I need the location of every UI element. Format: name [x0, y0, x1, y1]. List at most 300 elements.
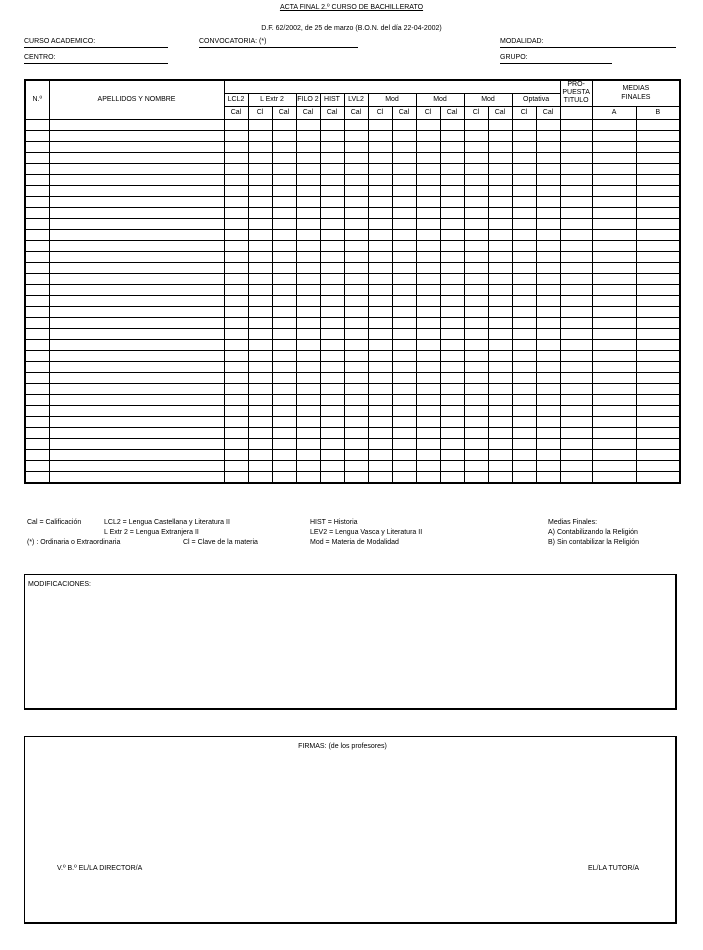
grade-cell[interactable] [344, 295, 368, 306]
row-number-cell[interactable] [25, 328, 49, 339]
grade-cell[interactable] [536, 306, 560, 317]
grade-cell[interactable] [224, 317, 248, 328]
grade-cell[interactable] [440, 317, 464, 328]
grade-cell[interactable] [464, 152, 488, 163]
grade-cell[interactable] [560, 240, 592, 251]
student-name-cell[interactable] [49, 339, 224, 350]
grade-cell[interactable] [224, 196, 248, 207]
grade-cell[interactable] [248, 284, 272, 295]
grade-cell[interactable] [272, 383, 296, 394]
grade-cell[interactable] [416, 163, 440, 174]
grade-cell[interactable] [224, 262, 248, 273]
grade-cell[interactable] [224, 449, 248, 460]
student-name-cell[interactable] [49, 350, 224, 361]
grade-cell[interactable] [224, 427, 248, 438]
grade-cell[interactable] [536, 350, 560, 361]
row-number-cell[interactable] [25, 394, 49, 405]
grade-cell[interactable] [344, 339, 368, 350]
grade-cell[interactable] [320, 438, 344, 449]
grade-cell[interactable] [440, 207, 464, 218]
grade-cell[interactable] [320, 383, 344, 394]
grade-cell[interactable] [560, 218, 592, 229]
grade-cell[interactable] [416, 284, 440, 295]
grade-cell[interactable] [296, 317, 320, 328]
grade-cell[interactable] [320, 251, 344, 262]
grade-cell[interactable] [464, 273, 488, 284]
grade-cell[interactable] [440, 273, 464, 284]
grade-cell[interactable] [320, 471, 344, 483]
grade-cell[interactable] [592, 405, 636, 416]
grade-cell[interactable] [392, 229, 416, 240]
grade-cell[interactable] [272, 471, 296, 483]
grade-cell[interactable] [560, 273, 592, 284]
grade-cell[interactable] [592, 152, 636, 163]
grade-cell[interactable] [368, 229, 392, 240]
student-name-cell[interactable] [49, 229, 224, 240]
grade-cell[interactable] [464, 207, 488, 218]
row-number-cell[interactable] [25, 273, 49, 284]
grade-cell[interactable] [592, 196, 636, 207]
grade-cell[interactable] [512, 163, 536, 174]
grade-cell[interactable] [440, 152, 464, 163]
student-name-cell[interactable] [49, 152, 224, 163]
grade-cell[interactable] [560, 251, 592, 262]
grade-cell[interactable] [248, 405, 272, 416]
grade-cell[interactable] [560, 361, 592, 372]
modificaciones-box[interactable] [24, 574, 677, 710]
student-name-cell[interactable] [49, 163, 224, 174]
grade-cell[interactable] [592, 372, 636, 383]
grade-cell[interactable] [636, 229, 680, 240]
grade-cell[interactable] [512, 273, 536, 284]
grade-cell[interactable] [512, 284, 536, 295]
grade-cell[interactable] [296, 196, 320, 207]
grade-cell[interactable] [536, 383, 560, 394]
grade-cell[interactable] [320, 141, 344, 152]
grade-cell[interactable] [636, 361, 680, 372]
grade-cell[interactable] [512, 174, 536, 185]
grade-cell[interactable] [272, 185, 296, 196]
grade-cell[interactable] [440, 449, 464, 460]
grade-cell[interactable] [592, 438, 636, 449]
grade-cell[interactable] [636, 328, 680, 339]
grade-cell[interactable] [488, 416, 512, 427]
grade-cell[interactable] [592, 130, 636, 141]
grade-cell[interactable] [368, 218, 392, 229]
grade-cell[interactable] [368, 273, 392, 284]
grade-cell[interactable] [636, 306, 680, 317]
grade-cell[interactable] [416, 262, 440, 273]
grade-cell[interactable] [416, 427, 440, 438]
grade-cell[interactable] [636, 240, 680, 251]
grade-cell[interactable] [344, 405, 368, 416]
row-number-cell[interactable] [25, 207, 49, 218]
grade-cell[interactable] [272, 152, 296, 163]
grade-cell[interactable] [248, 328, 272, 339]
grade-cell[interactable] [320, 284, 344, 295]
grade-cell[interactable] [592, 471, 636, 483]
grade-cell[interactable] [368, 416, 392, 427]
grade-cell[interactable] [488, 460, 512, 471]
row-number-cell[interactable] [25, 416, 49, 427]
grade-cell[interactable] [592, 306, 636, 317]
grade-cell[interactable] [440, 328, 464, 339]
grade-cell[interactable] [248, 361, 272, 372]
grade-cell[interactable] [488, 152, 512, 163]
grade-cell[interactable] [464, 251, 488, 262]
grade-cell[interactable] [512, 262, 536, 273]
grade-cell[interactable] [464, 350, 488, 361]
grade-cell[interactable] [320, 427, 344, 438]
row-number-cell[interactable] [25, 196, 49, 207]
grade-cell[interactable] [272, 449, 296, 460]
grade-cell[interactable] [636, 207, 680, 218]
grade-cell[interactable] [416, 196, 440, 207]
grade-cell[interactable] [392, 262, 416, 273]
grade-cell[interactable] [488, 185, 512, 196]
grade-cell[interactable] [224, 163, 248, 174]
grade-cell[interactable] [224, 130, 248, 141]
student-name-cell[interactable] [49, 119, 224, 130]
grade-cell[interactable] [272, 339, 296, 350]
grade-cell[interactable] [224, 295, 248, 306]
grade-cell[interactable] [272, 372, 296, 383]
grade-cell[interactable] [440, 383, 464, 394]
grade-cell[interactable] [368, 207, 392, 218]
grade-cell[interactable] [440, 394, 464, 405]
curso-academico-field[interactable] [24, 38, 168, 48]
grade-cell[interactable] [636, 460, 680, 471]
grade-cell[interactable] [416, 471, 440, 483]
grade-cell[interactable] [248, 427, 272, 438]
grade-cell[interactable] [488, 196, 512, 207]
grade-cell[interactable] [416, 405, 440, 416]
student-name-cell[interactable] [49, 295, 224, 306]
grade-cell[interactable] [224, 185, 248, 196]
grade-cell[interactable] [296, 372, 320, 383]
grade-cell[interactable] [320, 218, 344, 229]
grade-cell[interactable] [224, 328, 248, 339]
row-number-cell[interactable] [25, 427, 49, 438]
grade-cell[interactable] [592, 350, 636, 361]
grade-cell[interactable] [272, 207, 296, 218]
grade-cell[interactable] [464, 372, 488, 383]
grade-cell[interactable] [536, 240, 560, 251]
grade-cell[interactable] [536, 130, 560, 141]
grade-cell[interactable] [296, 251, 320, 262]
grade-cell[interactable] [464, 328, 488, 339]
grade-cell[interactable] [296, 449, 320, 460]
grade-cell[interactable] [344, 130, 368, 141]
grade-cell[interactable] [368, 394, 392, 405]
grade-cell[interactable] [320, 130, 344, 141]
student-name-cell[interactable] [49, 471, 224, 483]
grade-cell[interactable] [248, 207, 272, 218]
grade-cell[interactable] [512, 251, 536, 262]
grade-cell[interactable] [392, 405, 416, 416]
grade-cell[interactable] [392, 174, 416, 185]
row-number-cell[interactable] [25, 185, 49, 196]
row-number-cell[interactable] [25, 262, 49, 273]
grade-cell[interactable] [636, 251, 680, 262]
grade-cell[interactable] [368, 141, 392, 152]
grade-cell[interactable] [368, 317, 392, 328]
grade-cell[interactable] [536, 196, 560, 207]
grade-cell[interactable] [536, 361, 560, 372]
grade-cell[interactable] [560, 185, 592, 196]
grade-cell[interactable] [392, 152, 416, 163]
grade-cell[interactable] [272, 416, 296, 427]
grade-cell[interactable] [440, 185, 464, 196]
grade-cell[interactable] [392, 284, 416, 295]
grade-cell[interactable] [536, 427, 560, 438]
grade-cell[interactable] [248, 251, 272, 262]
grade-cell[interactable] [416, 185, 440, 196]
grade-cell[interactable] [320, 405, 344, 416]
grade-cell[interactable] [536, 163, 560, 174]
row-number-cell[interactable] [25, 361, 49, 372]
grade-cell[interactable] [368, 361, 392, 372]
grade-cell[interactable] [488, 251, 512, 262]
grade-cell[interactable] [536, 372, 560, 383]
grade-cell[interactable] [592, 262, 636, 273]
row-number-cell[interactable] [25, 339, 49, 350]
grade-cell[interactable] [592, 141, 636, 152]
grade-cell[interactable] [560, 449, 592, 460]
grade-cell[interactable] [272, 196, 296, 207]
grade-cell[interactable] [636, 317, 680, 328]
grade-cell[interactable] [296, 229, 320, 240]
grade-cell[interactable] [320, 185, 344, 196]
grade-cell[interactable] [248, 372, 272, 383]
grade-cell[interactable] [344, 262, 368, 273]
grade-cell[interactable] [296, 185, 320, 196]
grade-cell[interactable] [392, 372, 416, 383]
grade-cell[interactable] [560, 383, 592, 394]
grade-cell[interactable] [344, 163, 368, 174]
grade-cell[interactable] [440, 438, 464, 449]
grade-cell[interactable] [248, 218, 272, 229]
grade-cell[interactable] [320, 460, 344, 471]
grade-cell[interactable] [368, 383, 392, 394]
grade-cell[interactable] [296, 471, 320, 483]
grade-cell[interactable] [272, 427, 296, 438]
grade-cell[interactable] [368, 372, 392, 383]
grade-cell[interactable] [464, 119, 488, 130]
grade-cell[interactable] [392, 350, 416, 361]
grade-cell[interactable] [296, 427, 320, 438]
grade-cell[interactable] [464, 460, 488, 471]
grade-cell[interactable] [512, 405, 536, 416]
grade-cell[interactable] [592, 460, 636, 471]
grade-cell[interactable] [296, 273, 320, 284]
grade-cell[interactable] [464, 130, 488, 141]
grade-cell[interactable] [320, 339, 344, 350]
grade-cell[interactable] [296, 328, 320, 339]
grade-cell[interactable] [636, 405, 680, 416]
grade-cell[interactable] [592, 295, 636, 306]
student-name-cell[interactable] [49, 394, 224, 405]
grade-cell[interactable] [320, 372, 344, 383]
grade-cell[interactable] [320, 295, 344, 306]
convocatoria-field[interactable] [199, 38, 358, 48]
grade-cell[interactable] [440, 251, 464, 262]
student-name-cell[interactable] [49, 207, 224, 218]
grade-cell[interactable] [272, 141, 296, 152]
grade-cell[interactable] [296, 152, 320, 163]
grade-cell[interactable] [536, 207, 560, 218]
grade-cell[interactable] [248, 141, 272, 152]
grade-cell[interactable] [416, 295, 440, 306]
grade-cell[interactable] [560, 295, 592, 306]
grade-cell[interactable] [344, 284, 368, 295]
grade-cell[interactable] [636, 163, 680, 174]
grade-cell[interactable] [272, 240, 296, 251]
grade-cell[interactable] [272, 119, 296, 130]
grade-cell[interactable] [224, 394, 248, 405]
grade-cell[interactable] [320, 350, 344, 361]
grade-cell[interactable] [272, 218, 296, 229]
grade-cell[interactable] [296, 339, 320, 350]
grade-cell[interactable] [560, 119, 592, 130]
grade-cell[interactable] [636, 284, 680, 295]
grade-cell[interactable] [344, 317, 368, 328]
grade-cell[interactable] [488, 361, 512, 372]
grade-cell[interactable] [464, 449, 488, 460]
grade-cell[interactable] [296, 119, 320, 130]
grade-cell[interactable] [512, 394, 536, 405]
row-number-cell[interactable] [25, 251, 49, 262]
grade-cell[interactable] [536, 262, 560, 273]
grade-cell[interactable] [440, 427, 464, 438]
grade-cell[interactable] [440, 295, 464, 306]
grade-cell[interactable] [488, 394, 512, 405]
grade-cell[interactable] [392, 394, 416, 405]
grade-cell[interactable] [636, 383, 680, 394]
grade-cell[interactable] [512, 229, 536, 240]
grade-cell[interactable] [636, 438, 680, 449]
grade-cell[interactable] [368, 438, 392, 449]
grade-cell[interactable] [320, 152, 344, 163]
grade-cell[interactable] [592, 119, 636, 130]
grade-cell[interactable] [248, 163, 272, 174]
grade-cell[interactable] [464, 405, 488, 416]
grade-cell[interactable] [440, 372, 464, 383]
grade-cell[interactable] [560, 262, 592, 273]
grade-cell[interactable] [392, 438, 416, 449]
grade-cell[interactable] [512, 185, 536, 196]
grade-cell[interactable] [392, 460, 416, 471]
grade-cell[interactable] [512, 427, 536, 438]
grade-cell[interactable] [440, 240, 464, 251]
grade-cell[interactable] [512, 361, 536, 372]
row-number-cell[interactable] [25, 174, 49, 185]
student-name-cell[interactable] [49, 262, 224, 273]
grade-cell[interactable] [488, 449, 512, 460]
row-number-cell[interactable] [25, 449, 49, 460]
grade-cell[interactable] [536, 460, 560, 471]
student-name-cell[interactable] [49, 251, 224, 262]
grade-cell[interactable] [416, 273, 440, 284]
grade-cell[interactable] [368, 119, 392, 130]
grade-cell[interactable] [392, 273, 416, 284]
grade-cell[interactable] [536, 273, 560, 284]
grade-cell[interactable] [392, 449, 416, 460]
grade-cell[interactable] [488, 229, 512, 240]
grade-cell[interactable] [636, 394, 680, 405]
grade-cell[interactable] [636, 218, 680, 229]
grade-cell[interactable] [536, 284, 560, 295]
grade-cell[interactable] [224, 240, 248, 251]
grade-cell[interactable] [440, 306, 464, 317]
student-name-cell[interactable] [49, 361, 224, 372]
grade-cell[interactable] [272, 328, 296, 339]
grade-cell[interactable] [636, 416, 680, 427]
grade-cell[interactable] [296, 174, 320, 185]
grade-cell[interactable] [536, 119, 560, 130]
grade-cell[interactable] [344, 229, 368, 240]
grade-cell[interactable] [560, 317, 592, 328]
student-name-cell[interactable] [49, 273, 224, 284]
grade-cell[interactable] [488, 383, 512, 394]
grade-cell[interactable] [592, 229, 636, 240]
grade-cell[interactable] [344, 449, 368, 460]
grade-cell[interactable] [512, 196, 536, 207]
row-number-cell[interactable] [25, 295, 49, 306]
grade-cell[interactable] [224, 251, 248, 262]
grade-cell[interactable] [272, 262, 296, 273]
grade-cell[interactable] [272, 317, 296, 328]
grade-cell[interactable] [416, 328, 440, 339]
grade-cell[interactable] [248, 306, 272, 317]
grade-cell[interactable] [296, 141, 320, 152]
row-number-cell[interactable] [25, 460, 49, 471]
grade-cell[interactable] [512, 328, 536, 339]
grade-cell[interactable] [272, 284, 296, 295]
student-name-cell[interactable] [49, 449, 224, 460]
grade-cell[interactable] [440, 119, 464, 130]
grade-cell[interactable] [224, 405, 248, 416]
grade-cell[interactable] [320, 163, 344, 174]
grade-cell[interactable] [392, 471, 416, 483]
grade-cell[interactable] [512, 317, 536, 328]
grade-cell[interactable] [536, 218, 560, 229]
grade-cell[interactable] [416, 152, 440, 163]
grade-cell[interactable] [592, 240, 636, 251]
row-number-cell[interactable] [25, 141, 49, 152]
grade-cell[interactable] [344, 416, 368, 427]
grade-cell[interactable] [536, 405, 560, 416]
grade-cell[interactable] [224, 460, 248, 471]
grade-cell[interactable] [320, 361, 344, 372]
row-number-cell[interactable] [25, 119, 49, 130]
grade-cell[interactable] [536, 229, 560, 240]
grade-cell[interactable] [512, 383, 536, 394]
grade-cell[interactable] [344, 394, 368, 405]
grade-cell[interactable] [272, 394, 296, 405]
grade-cell[interactable] [296, 350, 320, 361]
grade-cell[interactable] [488, 295, 512, 306]
grade-cell[interactable] [592, 185, 636, 196]
grade-cell[interactable] [416, 207, 440, 218]
grade-cell[interactable] [296, 284, 320, 295]
grade-cell[interactable] [440, 229, 464, 240]
grade-cell[interactable] [592, 383, 636, 394]
student-name-cell[interactable] [49, 141, 224, 152]
grade-cell[interactable] [224, 284, 248, 295]
grade-cell[interactable] [392, 317, 416, 328]
grade-cell[interactable] [248, 350, 272, 361]
